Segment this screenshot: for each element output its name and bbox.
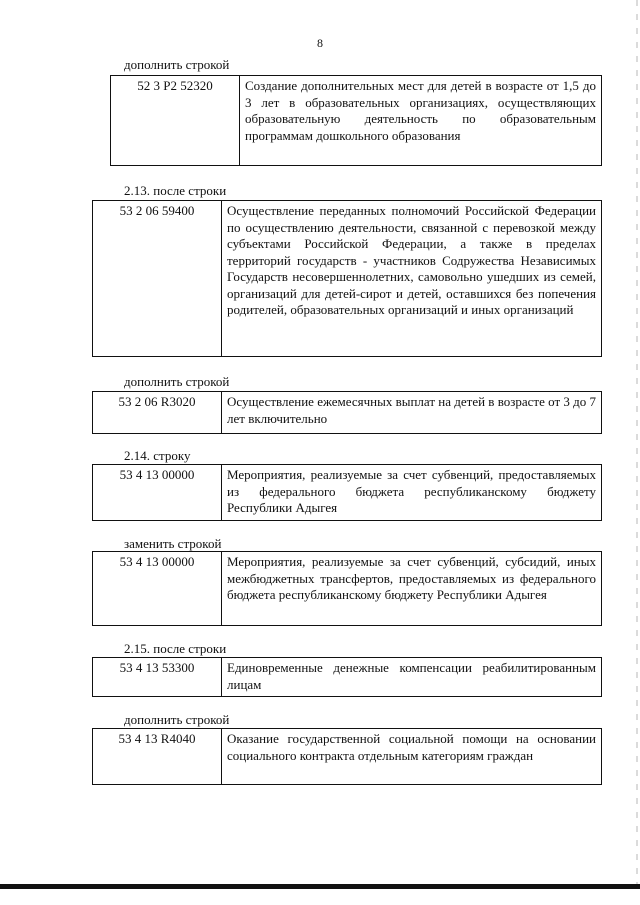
description-cell: Мероприятия, реализуемые за счет субвенций, предоставляемых из федерального бюджета республиканскому бюджету Республики Адыгея: [222, 465, 602, 521]
classification-row-table: [92, 551, 602, 626]
table-row: [111, 76, 602, 166]
instruction-label: 2.13. после строки: [124, 183, 227, 198]
instruction-label: дополнить строкой: [124, 57, 230, 72]
table-row: [93, 465, 602, 521]
classification-row-table: [92, 200, 602, 357]
classification-row-table: [92, 657, 602, 697]
code-cell: 53 4 13 53300: [93, 658, 222, 697]
classification-row-table: [110, 75, 602, 166]
code-cell: 53 2 06 R3020: [93, 392, 222, 434]
scan-edge-artifact: [636, 0, 638, 884]
table-row: [93, 658, 602, 697]
instruction-label: дополнить строкой: [124, 374, 230, 389]
instruction-label: 2.15. после строки: [124, 641, 227, 656]
instruction-label: заменить строкой: [124, 536, 222, 551]
table-row: [93, 729, 602, 785]
table-row: [93, 552, 602, 626]
classification-row-table: [92, 728, 602, 785]
code-cell: 53 4 13 R4040: [93, 729, 222, 785]
instruction-label: дополнить строкой: [124, 712, 230, 727]
code-cell: 53 2 06 59400: [93, 201, 222, 357]
table-row: [93, 201, 602, 357]
description-cell: Осуществление ежемесячных выплат на детей в возрасте от 3 до 7 лет включительно: [222, 392, 602, 434]
classification-row-table: [92, 391, 602, 434]
code-cell: 52 3 P2 52320: [111, 76, 240, 166]
description-cell: Осуществление переданных полномочий Российской Федерации по осуществлению деятельности, связанной с перевозкой между субъектами Российской Федерации, а также в пределах территорий государств - участников Содружества Независимых Государств несовершеннолетних, самовольно ушедших из семей, организаций для детей-сирот и детей, оставшихся без попечения родителей, образовательных организаций и иных организаций: [222, 201, 602, 357]
scan-bottom-border: [0, 884, 640, 889]
description-cell: Создание дополнительных мест для детей в возрасте от 1,5 до 3 лет в образовательных организациях, осуществляющих образовательную деятельность по образовательным программам дошкольного образования: [240, 76, 602, 166]
table-row: [93, 392, 602, 434]
description-cell: Оказание государственной социальной помощи на основании социального контракта отдельным категориям граждан: [222, 729, 602, 785]
description-cell: Единовременные денежные компенсации реабилитированным лицам: [222, 658, 602, 697]
instruction-label: 2.14. строку: [124, 448, 191, 463]
description-cell: Мероприятия, реализуемые за счет субвенций, субсидий, иных межбюджетных трансфертов, предоставляемых из федерального бюджета республиканскому бюджету Республики Адыгея: [222, 552, 602, 626]
code-cell: 53 4 13 00000: [93, 465, 222, 521]
classification-row-table: [92, 464, 602, 521]
code-cell: 53 4 13 00000: [93, 552, 222, 626]
page-number: 8: [317, 36, 323, 50]
